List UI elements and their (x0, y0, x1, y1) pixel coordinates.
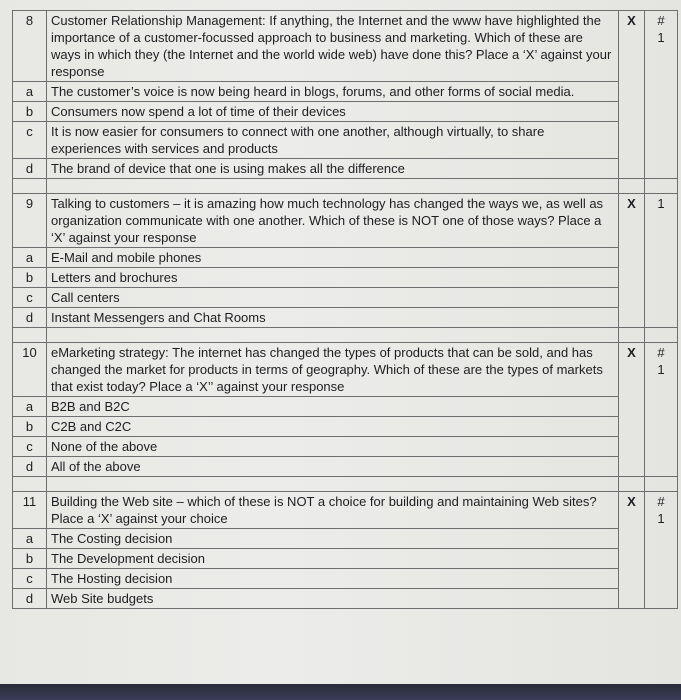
option-text: Instant Messengers and Chat Rooms (47, 308, 619, 328)
option-text: E-Mail and mobile phones (47, 248, 619, 268)
answer-mark: X (619, 11, 645, 179)
option-letter: d (13, 457, 47, 477)
question-prompt: Customer Relationship Management: If anything, the Internet and the www have highlighted the importance of a customer-focussed approach to business and marketing. Which of these are ways in which they (the Internet and the world wide web) have done this? Place a ‘X’ against your response (47, 11, 619, 82)
score-value: 1 (657, 196, 665, 211)
option-letter: a (13, 529, 47, 549)
score-cell (645, 492, 678, 609)
option-letter: b (13, 549, 47, 569)
option-row (13, 529, 678, 549)
score-symbol: # (657, 13, 665, 28)
option-row (13, 457, 678, 477)
option-text: Letters and brochures (47, 268, 619, 288)
option-letter: d (13, 159, 47, 179)
spacer-row (13, 179, 678, 194)
option-text: C2B and C2C (47, 417, 619, 437)
quiz-table (12, 10, 678, 609)
answer-mark: X (619, 492, 645, 609)
option-text: Call centers (47, 288, 619, 308)
option-row (13, 569, 678, 589)
option-row (13, 397, 678, 417)
score-symbol: # (657, 345, 665, 360)
option-text: Web Site budgets (47, 589, 619, 609)
option-row (13, 82, 678, 102)
score-value: 1 (657, 511, 665, 526)
option-row (13, 248, 678, 268)
score-cell (645, 343, 678, 477)
option-letter: c (13, 569, 47, 589)
option-row (13, 268, 678, 288)
score-value: 1 (657, 30, 665, 45)
option-row (13, 102, 678, 122)
option-letter: a (13, 82, 47, 102)
option-row (13, 417, 678, 437)
option-letter: b (13, 102, 47, 122)
score-value: 1 (657, 362, 665, 377)
option-letter: a (13, 397, 47, 417)
question-number: 11 (13, 492, 47, 529)
option-letter: a (13, 248, 47, 268)
option-text: It is now easier for consumers to connect with one another, although virtually, to share experiences with services and products (47, 122, 619, 159)
option-row (13, 589, 678, 609)
answer-mark: X (619, 343, 645, 477)
option-text: Consumers now spend a lot of time of their devices (47, 102, 619, 122)
question-row (13, 492, 678, 529)
score-symbol: # (657, 494, 665, 509)
spacer-row (13, 328, 678, 343)
score-cell (645, 194, 678, 328)
option-row (13, 308, 678, 328)
question-prompt: Talking to customers – it is amazing how much technology has changed the ways we, as well as organization communicate with one another. Which of these is NOT one of those ways? Place a ‘X’ against your response (47, 194, 619, 248)
option-text: The customer’s voice is now being heard in blogs, forums, and other forms of social media. (47, 82, 619, 102)
option-text: All of the above (47, 457, 619, 477)
option-text: None of the above (47, 437, 619, 457)
option-letter: d (13, 308, 47, 328)
option-row (13, 288, 678, 308)
question-row (13, 194, 678, 248)
question-row (13, 343, 678, 397)
answer-mark: X (619, 194, 645, 328)
question-number: 10 (13, 343, 47, 397)
question-number: 9 (13, 194, 47, 248)
option-row (13, 159, 678, 179)
option-row (13, 549, 678, 569)
option-letter: d (13, 589, 47, 609)
question-row (13, 11, 678, 82)
question-prompt: eMarketing strategy: The internet has changed the types of products that can be sold, and has changed the market for products in terms of geography. Which of these are the types of markets that exist today? Place a ‘X’’ against your response (47, 343, 619, 397)
option-letter: b (13, 268, 47, 288)
option-letter: c (13, 122, 47, 159)
question-number: 8 (13, 11, 47, 82)
option-row (13, 437, 678, 457)
desk-edge (0, 684, 681, 700)
option-letter: b (13, 417, 47, 437)
option-text: The Development decision (47, 549, 619, 569)
option-text: The Hosting decision (47, 569, 619, 589)
option-letter: c (13, 288, 47, 308)
option-text: The Costing decision (47, 529, 619, 549)
option-row (13, 122, 678, 159)
spacer-row (13, 477, 678, 492)
option-letter: c (13, 437, 47, 457)
question-prompt: Building the Web site – which of these is NOT a choice for building and maintaining Web sites? Place a ‘X’ against your choice (47, 492, 619, 529)
score-cell (645, 11, 678, 179)
option-text: B2B and B2C (47, 397, 619, 417)
option-text: The brand of device that one is using makes all the difference (47, 159, 619, 179)
